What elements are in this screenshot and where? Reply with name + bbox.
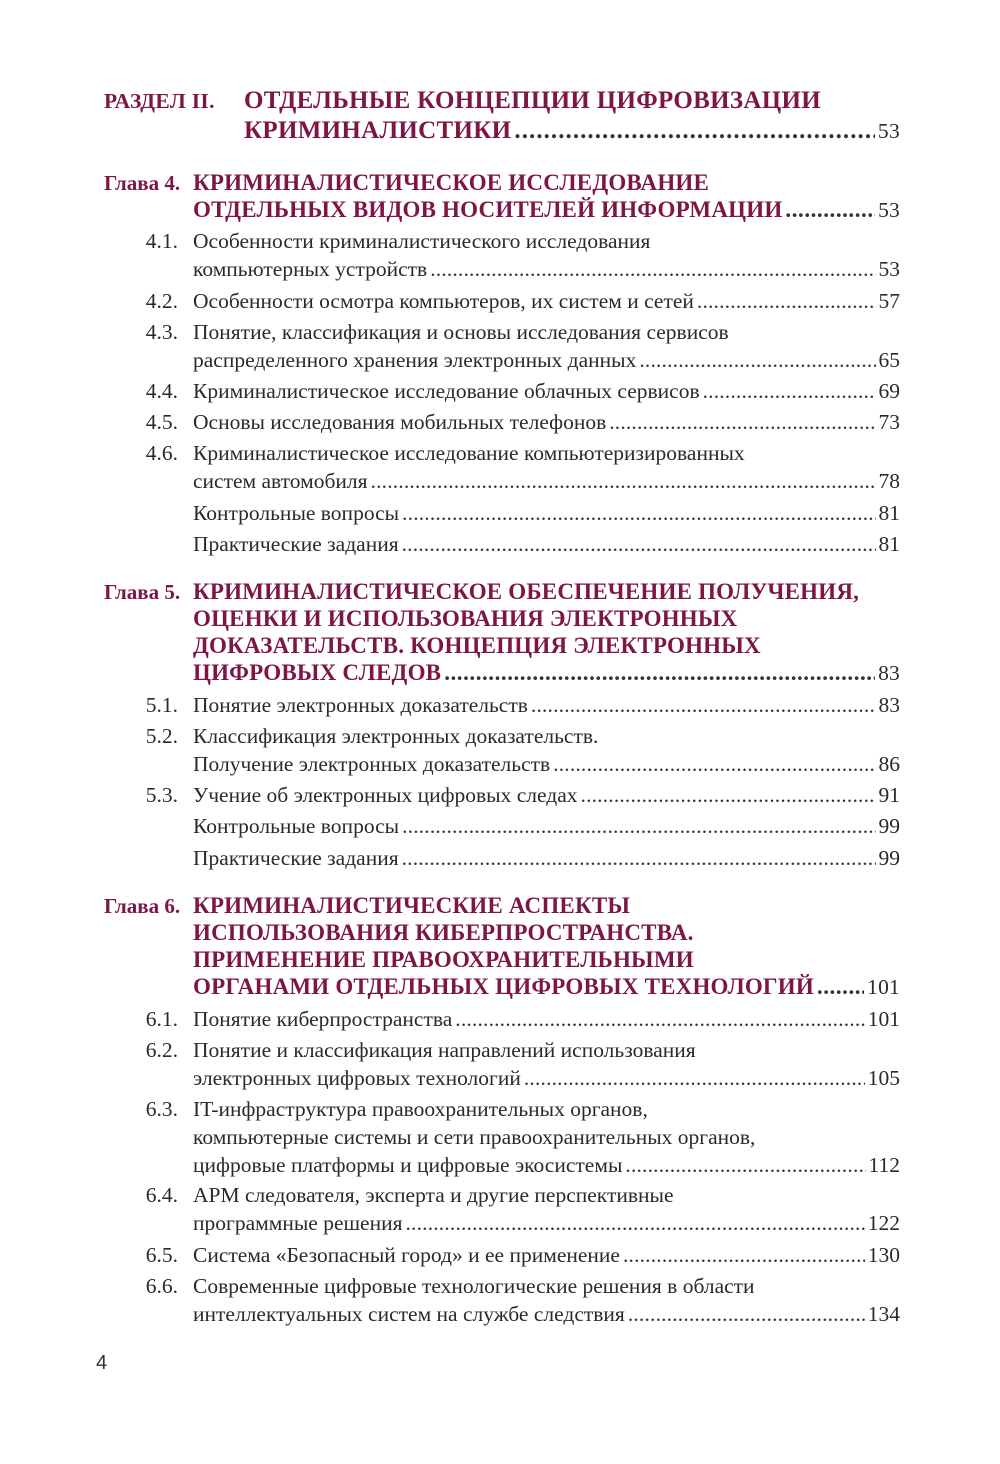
- page-ref: 122: [867, 1211, 900, 1235]
- page-ref: 53: [878, 257, 900, 281]
- toc-entry-text: Контрольные вопросы: [193, 814, 400, 838]
- section-number: 6.2.: [145, 1038, 178, 1062]
- chapter-5-title-line2: ОЦЕНКИ И ИСПОЛЬЗОВАНИЯ ЭЛЕКТРОННЫХ: [193, 606, 738, 631]
- leader-dots: [531, 690, 876, 720]
- chapter-6-title-line1: КРИМИНАЛИСТИЧЕСКИЕ АСПЕКТЫ: [193, 893, 631, 918]
- toc-entry-line1[interactable]: Понятие и классификация направлений использования: [193, 1038, 696, 1062]
- page-ref: 78: [878, 469, 900, 493]
- toc-entry-text: Понятие киберпространства: [193, 1007, 453, 1031]
- leader-dots: [514, 116, 874, 146]
- toc-entry[interactable]: [193, 254, 900, 284]
- leader-dots: [430, 254, 875, 284]
- page-ref: 112: [868, 1153, 900, 1177]
- toc-entry[interactable]: [193, 749, 900, 779]
- toc-entry[interactable]: [193, 690, 900, 720]
- page-ref: 91: [878, 783, 900, 807]
- chapter-4-title-line2[interactable]: [193, 195, 900, 225]
- section-number: 4.1.: [145, 229, 178, 253]
- page-ref: 105: [867, 1066, 900, 1090]
- leader-dots: [444, 658, 875, 688]
- toc-entry-line1[interactable]: Особенности криминалистического исследования: [193, 229, 651, 253]
- page-ref: 83: [878, 661, 900, 685]
- toc-entry-line1[interactable]: Криминалистическое исследование компьютеризированных: [193, 441, 745, 465]
- leader-dots: [406, 1208, 865, 1238]
- toc-entry[interactable]: [193, 1299, 900, 1329]
- toc-entry-text: программные решения: [193, 1211, 403, 1235]
- toc-entry-practical-tasks[interactable]: [193, 529, 900, 559]
- chapter-6-title-line3: ПРИМЕНЕНИЕ ПРАВООХРАНИТЕЛЬНЫМИ: [193, 947, 694, 972]
- page-ref: 83: [878, 693, 900, 717]
- page-ref: 73: [878, 410, 900, 434]
- leader-dots: [703, 376, 876, 406]
- leader-dots: [524, 1063, 865, 1093]
- toc-entry-text: цифровые платформы и цифровые экосистемы: [193, 1153, 623, 1177]
- leader-dots: [371, 466, 876, 496]
- chapter-5-title-line4[interactable]: [193, 658, 900, 688]
- toc-entry[interactable]: [193, 1004, 900, 1034]
- section-number: 4.4.: [145, 379, 178, 403]
- leader-dots: [639, 345, 875, 375]
- toc-entry[interactable]: [193, 376, 900, 406]
- part-label: РАЗДЕЛ II.: [104, 89, 215, 113]
- leader-dots: [553, 749, 875, 779]
- part-title-line2[interactable]: [244, 116, 900, 146]
- section-number: 4.3.: [145, 320, 178, 344]
- chapter-6-title-line4[interactable]: [193, 972, 900, 1002]
- toc-entry-text: Криминалистическое исследование облачных сервисов: [193, 379, 700, 403]
- toc-entry-text: Получение электронных доказательств: [193, 752, 551, 776]
- section-number: 6.6.: [145, 1274, 178, 1298]
- leader-dots: [785, 195, 875, 225]
- page-ref: 65: [878, 348, 900, 372]
- page-ref: 53: [877, 119, 900, 143]
- toc-entry-line1[interactable]: АРМ следователя, эксперта и другие перспективные: [193, 1183, 674, 1207]
- toc-entry-line1[interactable]: Современные цифровые технологические решения в области: [193, 1274, 755, 1298]
- leader-dots: [402, 498, 875, 528]
- section-number: 5.1.: [145, 693, 178, 717]
- page-ref: 57: [878, 289, 900, 313]
- chapter-6-title-text: ОРГАНАМИ ОТДЕЛЬНЫХ ЦИФРОВЫХ ТЕХНОЛОГИЙ: [193, 974, 814, 999]
- chapter-5-title-line1: КРИМИНАЛИСТИЧЕСКОЕ ОБЕСПЕЧЕНИЕ ПОЛУЧЕНИЯ,: [193, 579, 860, 604]
- chapter-4-label: Глава 4.: [104, 171, 181, 195]
- toc-entry[interactable]: [193, 780, 900, 810]
- section-number: 4.6.: [145, 441, 178, 465]
- toc-entry-line2[interactable]: компьютерные системы и сети правоохранительных органов,: [193, 1125, 756, 1149]
- toc-entry-line1[interactable]: Понятие, классификация и основы исследования сервисов: [193, 320, 729, 344]
- page-number: 4: [96, 1352, 108, 1374]
- toc-entry[interactable]: [193, 1208, 900, 1238]
- section-number: 4.2.: [145, 289, 178, 313]
- toc-entry-text: Система «Безопасный город» и ее применение: [193, 1243, 620, 1267]
- toc-entry-text: Контрольные вопросы: [193, 501, 400, 525]
- page-ref: 99: [878, 814, 900, 838]
- section-number: 6.1.: [145, 1007, 178, 1031]
- toc-entry-text: Практические задания: [193, 846, 399, 870]
- page-ref: 69: [878, 379, 900, 403]
- toc-entry-text: систем автомобиля: [193, 469, 368, 493]
- leader-dots: [402, 811, 875, 841]
- page-ref: 81: [878, 532, 900, 556]
- page-ref: 134: [867, 1302, 900, 1326]
- leader-dots: [402, 529, 876, 559]
- toc-entry-line1[interactable]: Классификация электронных доказательств.: [193, 724, 599, 748]
- leader-dots: [581, 780, 876, 810]
- toc-entry-text: Основы исследования мобильных телефонов: [193, 410, 607, 434]
- section-number: 4.5.: [145, 410, 178, 434]
- chapter-4-title-text: ОТДЕЛЬНЫХ ВИДОВ НОСИТЕЛЕЙ ИНФОРМАЦИИ: [193, 197, 783, 222]
- toc-entry-text: распределенного хранения электронных данных: [193, 348, 637, 372]
- section-number: 6.4.: [145, 1183, 178, 1207]
- toc-entry-text: электронных цифровых технологий: [193, 1066, 521, 1090]
- leader-dots: [455, 1004, 864, 1034]
- toc-entry[interactable]: [193, 286, 900, 316]
- toc-entry-line1[interactable]: IT-инфраструктура правоохранительных органов,: [193, 1097, 648, 1121]
- part-title-text: КРИМИНАЛИСТИКИ: [244, 117, 512, 144]
- leader-dots: [609, 407, 875, 437]
- toc-entry[interactable]: [193, 1240, 900, 1270]
- leader-dots: [625, 1150, 865, 1180]
- leader-dots: [623, 1240, 865, 1270]
- toc-entry[interactable]: [193, 345, 900, 375]
- page-ref: 101: [867, 1007, 900, 1031]
- toc-entry-text: Практические задания: [193, 532, 399, 556]
- toc-entry-practical-tasks[interactable]: [193, 843, 900, 873]
- section-number: 5.2.: [145, 724, 178, 748]
- toc-entry-review-questions[interactable]: [193, 811, 900, 841]
- page-ref: 81: [878, 501, 900, 525]
- toc-entry[interactable]: [193, 466, 900, 496]
- page-ref: 86: [878, 752, 900, 776]
- chapter-5-title-line3: ДОКАЗАТЕЛЬСТВ. КОНЦЕПЦИЯ ЭЛЕКТРОННЫХ: [193, 633, 761, 658]
- toc-entry-text: интеллектуальных систем на службе следствия: [193, 1302, 625, 1326]
- chapter-6-title-line2: ИСПОЛЬЗОВАНИЯ КИБЕРПРОСТРАНСТВА.: [193, 920, 694, 945]
- section-number: 6.3.: [145, 1097, 178, 1121]
- page-ref: 101: [867, 975, 900, 999]
- toc-entry-review-questions[interactable]: [193, 498, 900, 528]
- toc-entry[interactable]: [193, 1150, 900, 1180]
- chapter-5-title-text: ЦИФРОВЫХ СЛЕДОВ: [193, 660, 442, 685]
- page-ref: 130: [867, 1243, 900, 1267]
- toc-entry[interactable]: [193, 407, 900, 437]
- toc-entry-text: Понятие электронных доказательств: [193, 693, 528, 717]
- chapter-6-label: Глава 6.: [104, 894, 181, 918]
- toc-entry-text: компьютерных устройств: [193, 257, 428, 281]
- chapter-5-label: Глава 5.: [104, 580, 181, 604]
- leader-dots: [697, 286, 876, 316]
- leader-dots: [402, 843, 876, 873]
- part-title-line1: ОТДЕЛЬНЫЕ КОНЦЕПЦИИ ЦИФРОВИЗАЦИИ: [244, 87, 821, 114]
- toc-entry[interactable]: [193, 1063, 900, 1093]
- section-number: 6.5.: [145, 1243, 178, 1267]
- section-number: 5.3.: [145, 783, 178, 807]
- chapter-4-title-line1: КРИМИНАЛИСТИЧЕСКОЕ ИССЛЕДОВАНИЕ: [193, 170, 710, 195]
- toc-entry-text: Учение об электронных цифровых следах: [193, 783, 578, 807]
- leader-dots: [628, 1299, 865, 1329]
- leader-dots: [817, 972, 864, 1002]
- page-ref: 53: [878, 198, 900, 222]
- page-ref: 99: [878, 846, 900, 870]
- toc-entry-text: Особенности осмотра компьютеров, их систем и сетей: [193, 289, 694, 313]
